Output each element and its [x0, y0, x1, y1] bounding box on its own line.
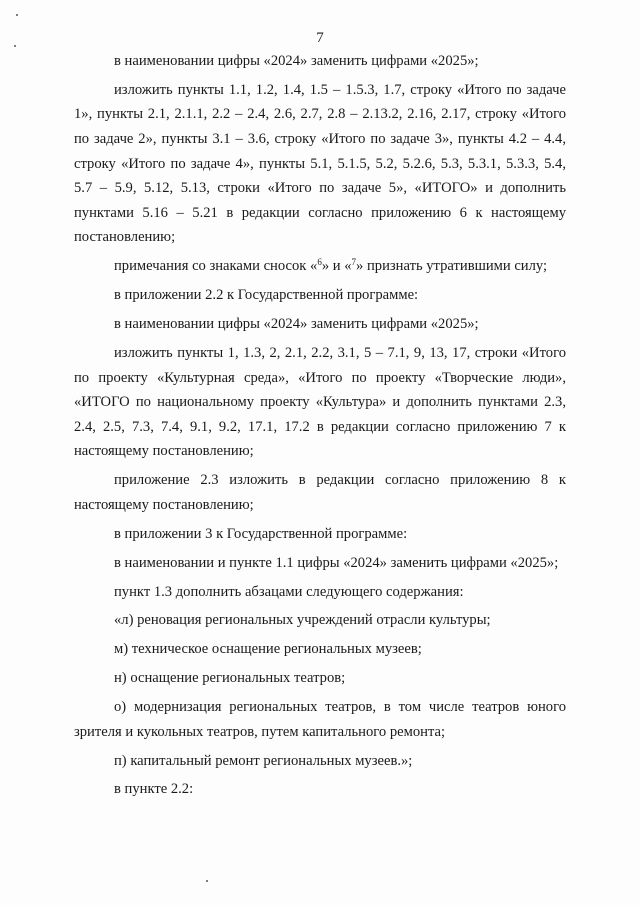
- paragraph: в приложении 2.2 к Государственной программе:: [114, 287, 419, 304]
- paragraph: в приложении 3 к Государственной программе:: [114, 525, 408, 542]
- paragraph: в наименовании цифры «2024» заменить цифрами «2025»;: [114, 316, 479, 333]
- paragraph: м) техническое оснащение региональных музеев;: [114, 641, 422, 658]
- paragraph: изложить пункты 1, 1.3, 2, 2.1, 2.2, 3.1, 5 – 7.1, 9, 13, 17, строки «Итого по проекту «Культурная среда», «Итого по проекту «Творческие люди», «ИТОГО по национальному проекту «Культура» и дополнить пунктами 2.3, 2.4, 2.5, 7.3, 7.4, 9.1, 9.2, 17.1, 17.2 в редакции согласно приложению 7 к настоящему постановлению;: [74, 345, 566, 460]
- paragraph: п) капитальный ремонт региональных музеев.»;: [114, 752, 413, 769]
- paragraph: в наименовании и пункте 1.1 цифры «2024» заменить цифрами «2025»;: [114, 554, 559, 571]
- footnote-paragraph: [74, 254, 566, 283]
- scan-speck: [206, 880, 208, 882]
- footnote-text-after: » признать утратившими силу;: [356, 258, 548, 275]
- footnote-text-middle: » и «: [321, 258, 352, 275]
- paragraph: в пункте 2.2:: [114, 781, 194, 798]
- footnote-mark-7: 7: [351, 257, 357, 268]
- paragraph: приложение 2.3 изложить в редакции согласно приложению 8 к настоящему постановлению;: [74, 472, 566, 513]
- paragraph: в наименовании цифры «2024» заменить цифрами «2025»;: [114, 53, 479, 69]
- footnote-mark-6: 6: [317, 257, 322, 268]
- paragraph: о) модернизация региональных театров, в том числе театров юного зрителя и кукольных театров, путем капитального ремонта;: [74, 699, 566, 740]
- paragraph: «л) реновация региональных учреждений отрасли культуры;: [114, 612, 491, 629]
- paragraph: изложить пункты 1.1, 1.2, 1.4, 1.5 – 1.5.3, 1.7, строку «Итого по задаче 1», пункты 2.1, 2.1.1, 2.2 – 2.4, 2.6, 2.7, 2.8 – 2.13.2, 2.16, 2.17, строку «Итого по задаче 2», пункты 3.1 – 3.6, строку «Итого по задаче 3», пункты 4.2 – 4.4, строку «Итого по задаче 4», пункты 5.1, 5.1.5, 5.2, 5.2.6, 5.3, 5.3.1, 5.3.3, 5.4, 5.7 – 5.9, 5.12, 5.13, строки «Итого по задаче 5», «ИТОГО» и дополнить пунктами 5.16 – 5.21 в редакции согласно приложению 6 к настоящему постановлению;: [74, 81, 566, 246]
- page-number: 7: [316, 30, 324, 46]
- footnote-text-before: примечания со знаками сносок «: [114, 258, 318, 275]
- document-body: [74, 49, 566, 802]
- scan-speck: [16, 14, 18, 16]
- paragraph: н) оснащение региональных театров;: [114, 670, 346, 687]
- paragraph: пункт 1.3 дополнить абзацами следующего содержания:: [114, 583, 464, 600]
- scan-speck: [14, 45, 16, 47]
